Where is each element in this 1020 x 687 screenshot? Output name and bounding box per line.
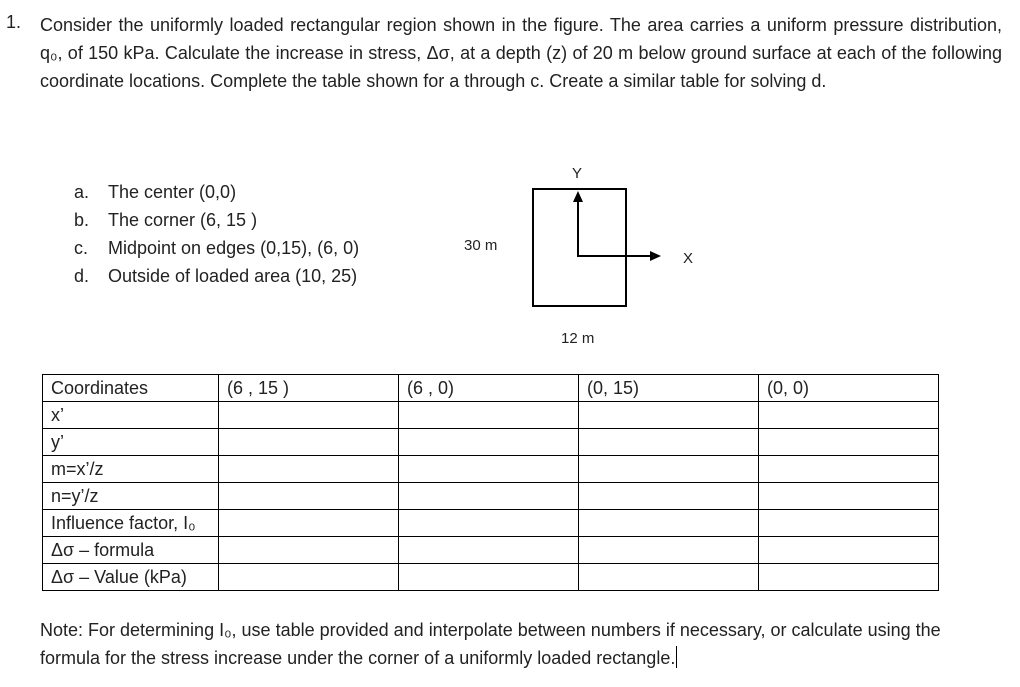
table-cell[interactable] — [759, 402, 939, 429]
loaded-rectangle — [533, 189, 626, 306]
table-cell[interactable] — [579, 537, 759, 564]
table-cell[interactable] — [399, 564, 579, 591]
table-cell[interactable] — [579, 564, 759, 591]
table-cell[interactable] — [759, 564, 939, 591]
table-row — [43, 510, 939, 537]
row-label: Influence factor, I₀ — [43, 510, 219, 537]
table-cell[interactable] — [219, 402, 399, 429]
table-cell[interactable] — [219, 483, 399, 510]
row-label: m=x’/z — [43, 456, 219, 483]
case-item — [74, 206, 359, 234]
case-label: d. — [74, 266, 90, 286]
x-axis-label: X — [683, 250, 694, 267]
text-cursor — [676, 646, 677, 668]
y-axis-label: Y — [572, 165, 583, 182]
table-cell[interactable] — [219, 564, 399, 591]
note-text: Note: For determining I₀, use table provided and interpolate between numbers if necessary, or calculate using the formula for the stress increase under the corner of a uniformly loaded rectangle. — [40, 620, 941, 668]
table-cell[interactable] — [399, 456, 579, 483]
figure-drawing — [440, 158, 740, 358]
table-cell[interactable] — [759, 483, 939, 510]
table-row — [43, 564, 939, 591]
case-label: a. — [74, 182, 90, 202]
table-cell[interactable] — [219, 456, 399, 483]
table-row — [43, 456, 939, 483]
table-header-cell: (6 , 15 ) — [219, 375, 399, 402]
case-item — [74, 234, 359, 262]
question-text: Consider the uniformly loaded rectangular region shown in the figure. The area carries a uniform pressure distribution, q₀, of 150 kPa. Calculate the increase in stress, Δσ, at a depth (z) of 20 m below ground surface at each of the following coordinate locations. Complete the table shown for a through c. Create a similar table for solving d. — [40, 15, 1002, 91]
table-cell[interactable] — [759, 429, 939, 456]
case-text: The center (0,0) — [108, 182, 237, 202]
table-cell[interactable] — [759, 456, 939, 483]
stress-table — [42, 374, 939, 591]
case-list — [74, 178, 359, 290]
loaded-area-figure — [440, 158, 740, 358]
table-cell[interactable] — [579, 429, 759, 456]
table-cell[interactable] — [579, 483, 759, 510]
table-header-row — [43, 375, 939, 402]
table-cell[interactable] — [759, 537, 939, 564]
table-cell[interactable] — [219, 537, 399, 564]
table-cell[interactable] — [219, 429, 399, 456]
table-cell[interactable] — [219, 510, 399, 537]
case-label: b. — [74, 210, 90, 230]
table-cell[interactable] — [399, 483, 579, 510]
table-cell[interactable] — [579, 510, 759, 537]
table-cell[interactable] — [399, 429, 579, 456]
case-text: The corner (6, 15 ) — [108, 210, 258, 230]
y-axis-arrowhead — [573, 191, 583, 202]
row-label: y’ — [43, 429, 219, 456]
table-cell[interactable] — [399, 510, 579, 537]
length-label: 30 m — [464, 237, 498, 254]
case-text: Midpoint on edges (0,15), (6, 0) — [108, 238, 360, 258]
table-cell[interactable] — [579, 456, 759, 483]
x-axis-arrowhead — [650, 251, 661, 261]
case-item — [74, 178, 359, 206]
table-cell[interactable] — [399, 402, 579, 429]
table-header-cell: (0, 0) — [759, 375, 939, 402]
question-number: 1. — [6, 12, 22, 32]
table-header-cell: (6 , 0) — [399, 375, 579, 402]
case-item — [74, 262, 359, 290]
row-label: Δσ – Value (kPa) — [43, 564, 219, 591]
table-row — [43, 402, 939, 429]
table-row — [43, 429, 939, 456]
width-label: 12 m — [561, 330, 595, 347]
case-text: Outside of loaded area (10, 25) — [108, 266, 358, 286]
table-row — [43, 483, 939, 510]
table-cell[interactable] — [759, 510, 939, 537]
note-paragraph — [40, 616, 1000, 672]
row-label: x’ — [43, 402, 219, 429]
case-label: c. — [74, 238, 89, 258]
row-label: Δσ – formula — [43, 537, 219, 564]
row-label: n=y’/z — [43, 483, 219, 510]
table-cell[interactable] — [579, 402, 759, 429]
table-cell[interactable] — [399, 537, 579, 564]
table-header-cell: (0, 15) — [579, 375, 759, 402]
table-header-cell: Coordinates — [43, 375, 219, 402]
table-row — [43, 537, 939, 564]
